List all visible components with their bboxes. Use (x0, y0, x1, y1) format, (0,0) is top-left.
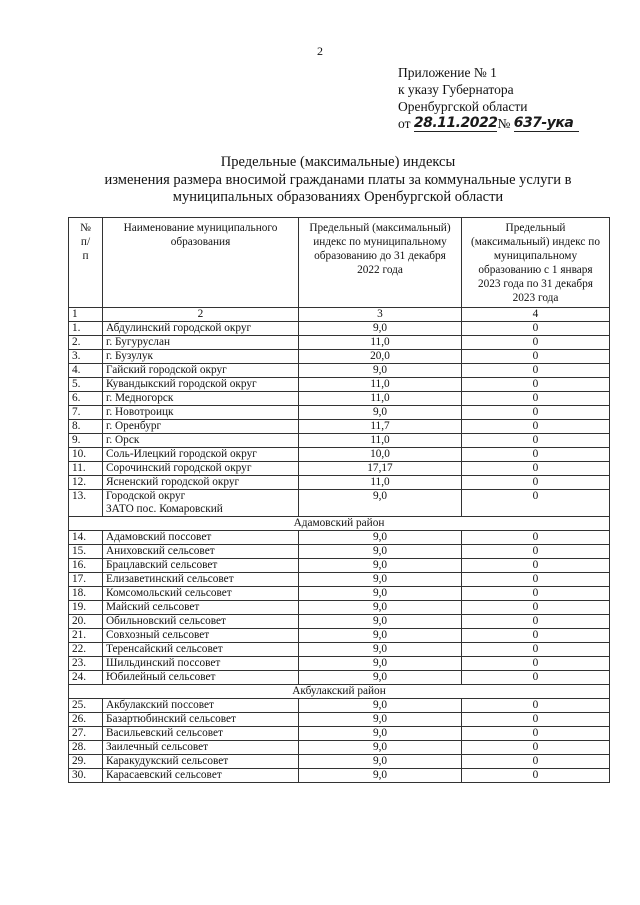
column-number: 2 (103, 308, 299, 322)
index-2022-cell: 9,0 (299, 601, 462, 615)
municipality-name-cell: Сорочинский городской округ (103, 462, 299, 476)
row-number-cell: 18. (69, 587, 103, 601)
table-row (69, 545, 610, 559)
table-row (69, 322, 610, 336)
municipality-name-cell: г. Новотроицк (103, 406, 299, 420)
index-2022-cell: 11,0 (299, 378, 462, 392)
row-number-cell: 17. (69, 573, 103, 587)
row-number-cell: 19. (69, 601, 103, 615)
index-2022-cell: 9,0 (299, 587, 462, 601)
municipality-name-cell: Теренсайский сельсовет (103, 643, 299, 657)
name-line: ЗАТО пос. Комаровский (106, 503, 223, 515)
municipality-name-cell: Карасаевский сельсовет (103, 769, 299, 783)
appendix-line-1: Приложение № 1 (398, 65, 497, 80)
index-2023-cell: 0 (462, 629, 610, 643)
index-2022-cell: 9,0 (299, 545, 462, 559)
row-number-cell: 12. (69, 476, 103, 490)
index-2023-cell: 0 (462, 643, 610, 657)
municipality-name-cell (103, 490, 299, 517)
row-number-cell: 1. (69, 322, 103, 336)
table-header-row (69, 218, 610, 308)
index-2023-cell: 0 (462, 531, 610, 545)
row-number-cell: 6. (69, 392, 103, 406)
municipality-name-cell: г. Орск (103, 434, 299, 448)
municipality-name-cell: Кувандыкский городской округ (103, 378, 299, 392)
table-row (69, 420, 610, 434)
row-number-cell: 4. (69, 364, 103, 378)
page-number: 2 (317, 44, 323, 58)
index-2022-cell: 9,0 (299, 573, 462, 587)
index-2023-cell: 0 (462, 573, 610, 587)
row-number-cell: 9. (69, 434, 103, 448)
header-name: Наименование муниципального образования (103, 218, 299, 308)
municipality-name-cell: Майский сельсовет (103, 601, 299, 615)
index-2022-cell: 9,0 (299, 755, 462, 769)
row-number-cell: 16. (69, 559, 103, 573)
title-line-2: изменения размера вносимой гражданами платы за коммунальные услуги в (104, 171, 572, 188)
index-2023-cell: 0 (462, 769, 610, 783)
header-index-2023: Предельный (максимальный) индекс по муниципальному образованию с 1 января 2023 года по 31 декабря 2023 года (462, 218, 610, 308)
table-row (69, 671, 610, 685)
table-row (69, 643, 610, 657)
table-row (69, 434, 610, 448)
index-2022-cell: 9,0 (299, 769, 462, 783)
table-row (69, 573, 610, 587)
municipality-name-cell: Соль-Илецкий городской округ (103, 448, 299, 462)
index-2022-cell: 11,0 (299, 392, 462, 406)
row-number-cell: 2. (69, 336, 103, 350)
header-number: № п/п (69, 218, 103, 308)
index-2023-cell: 0 (462, 462, 610, 476)
row-number-cell: 15. (69, 545, 103, 559)
date-prefix: от (398, 116, 414, 131)
index-2022-cell: 9,0 (299, 406, 462, 420)
index-2022-cell: 10,0 (299, 448, 462, 462)
index-2022-cell: 9,0 (299, 671, 462, 685)
index-2023-cell: 0 (462, 350, 610, 364)
index-2023-cell: 0 (462, 476, 610, 490)
index-2023-cell: 0 (462, 741, 610, 755)
appendix-block (398, 64, 579, 132)
index-2023-cell: 0 (462, 671, 610, 685)
index-2023-cell: 0 (462, 378, 610, 392)
index-2023-cell: 0 (462, 545, 610, 559)
index-2022-cell: 9,0 (299, 364, 462, 378)
index-2022-cell: 17,17 (299, 462, 462, 476)
index-2023-cell: 0 (462, 448, 610, 462)
column-number: 4 (462, 308, 610, 322)
municipality-name-cell: Комсомольский сельсовет (103, 587, 299, 601)
row-number-cell: 11. (69, 462, 103, 476)
table-row (69, 378, 610, 392)
table-row (69, 615, 610, 629)
row-number-cell: 29. (69, 755, 103, 769)
name-line: Городской округ (106, 490, 186, 502)
table-row (69, 699, 610, 713)
municipality-name-cell: Ясненский городской округ (103, 476, 299, 490)
district-section-row (69, 517, 610, 531)
table-row (69, 462, 610, 476)
table-row (69, 350, 610, 364)
district-section-row (69, 685, 610, 699)
index-2023-cell: 0 (462, 713, 610, 727)
municipality-name-cell: г. Медногорск (103, 392, 299, 406)
row-number-cell: 10. (69, 448, 103, 462)
municipality-name-cell: Гайский городской округ (103, 364, 299, 378)
municipality-name-cell: Шильдинский поссовет (103, 657, 299, 671)
index-2022-cell: 11,0 (299, 336, 462, 350)
municipality-name-cell: Совхозный сельсовет (103, 629, 299, 643)
index-2023-cell: 0 (462, 755, 610, 769)
row-number-cell: 21. (69, 629, 103, 643)
index-2023-cell: 0 (462, 657, 610, 671)
decree-date-line (398, 115, 579, 132)
row-number-cell: 13. (69, 490, 103, 517)
header-index-2022: Предельный (максимальный) индекс по муниципальному образованию до 31 декабря 2022 года (299, 218, 462, 308)
index-2023-cell: 0 (462, 392, 610, 406)
index-2023-cell: 0 (462, 406, 610, 420)
index-2023-cell: 0 (462, 601, 610, 615)
index-2023-cell: 0 (462, 699, 610, 713)
row-number-cell: 22. (69, 643, 103, 657)
municipality-name-cell: Адамовский поссовет (103, 531, 299, 545)
index-2023-cell: 0 (462, 336, 610, 350)
index-2022-cell: 9,0 (299, 490, 462, 517)
row-number-cell: 30. (69, 769, 103, 783)
row-number-cell: 24. (69, 671, 103, 685)
index-2023-cell: 0 (462, 420, 610, 434)
index-2023-cell: 0 (462, 434, 610, 448)
number-sign: № (497, 116, 514, 131)
table-row (69, 531, 610, 545)
index-2022-cell: 11,0 (299, 476, 462, 490)
row-number-cell: 28. (69, 741, 103, 755)
municipality-name-cell: Заилечный сельсовет (103, 741, 299, 755)
index-2022-cell: 9,0 (299, 615, 462, 629)
table-row (69, 406, 610, 420)
row-number-cell: 8. (69, 420, 103, 434)
index-2023-cell: 0 (462, 587, 610, 601)
column-number: 1 (69, 308, 103, 322)
index-2023-cell: 0 (462, 727, 610, 741)
table-row (69, 364, 610, 378)
municipality-name-cell: г. Оренбург (103, 420, 299, 434)
index-2022-cell: 20,0 (299, 350, 462, 364)
appendix-line-2: к указу Губернатора (398, 82, 514, 97)
index-2023-cell: 0 (462, 559, 610, 573)
index-2022-cell: 9,0 (299, 657, 462, 671)
municipality-name-cell: Аниховский сельсовет (103, 545, 299, 559)
title-line-3: муниципальных образованиях Оренбургской области (172, 189, 504, 205)
row-number-cell: 23. (69, 657, 103, 671)
index-2022-cell: 9,0 (299, 699, 462, 713)
index-2023-cell: 0 (462, 490, 610, 517)
district-heading: Адамовский район (69, 517, 610, 531)
table-row (69, 490, 610, 517)
index-2022-cell: 9,0 (299, 322, 462, 336)
table-row (69, 741, 610, 755)
municipality-name-cell: г. Бузулук (103, 350, 299, 364)
municipality-name-cell: Елизаветинский сельсовет (103, 573, 299, 587)
table-row (69, 392, 610, 406)
index-2022-cell: 9,0 (299, 713, 462, 727)
row-number-cell: 3. (69, 350, 103, 364)
index-2022-cell: 9,0 (299, 559, 462, 573)
index-2022-cell: 11,0 (299, 434, 462, 448)
handwritten-date: 28.11.2022 (413, 115, 498, 131)
table-row (69, 629, 610, 643)
table-row (69, 755, 610, 769)
district-heading: Акбулакский район (69, 685, 610, 699)
municipality-name-cell: Обильновский сельсовет (103, 615, 299, 629)
table-row (69, 601, 610, 615)
row-number-cell: 26. (69, 713, 103, 727)
row-number-cell: 25. (69, 699, 103, 713)
index-2022-cell: 11,7 (299, 420, 462, 434)
table-row (69, 713, 610, 727)
municipality-name-cell: Юбилейный сельсовет (103, 671, 299, 685)
municipality-name-cell: Абдулинский городской округ (103, 322, 299, 336)
row-number-cell: 14. (69, 531, 103, 545)
index-2023-cell: 0 (462, 322, 610, 336)
index-2022-cell: 9,0 (299, 531, 462, 545)
handwritten-number: 637-ука (514, 116, 580, 132)
index-2022-cell: 9,0 (299, 727, 462, 741)
table-row (69, 476, 610, 490)
table-row (69, 657, 610, 671)
row-number-cell: 7. (69, 406, 103, 420)
table-row (69, 587, 610, 601)
row-number-cell: 27. (69, 727, 103, 741)
index-table (68, 217, 610, 783)
index-2023-cell: 0 (462, 364, 610, 378)
column-number: 3 (299, 308, 462, 322)
index-2023-cell: 0 (462, 615, 610, 629)
document-title (64, 154, 612, 207)
table-row (69, 769, 610, 783)
index-2022-cell: 9,0 (299, 629, 462, 643)
row-number-cell: 20. (69, 615, 103, 629)
table-row (69, 448, 610, 462)
municipality-name-cell: Брацлавский сельсовет (103, 559, 299, 573)
municipality-name-cell: Акбулакский поссовет (103, 699, 299, 713)
title-line-1: Предельные (максимальные) индексы (220, 154, 456, 170)
table-row (69, 559, 610, 573)
column-number-row (69, 308, 610, 322)
appendix-line-3: Оренбургской области (398, 99, 528, 114)
municipality-name-cell: г. Бугуруслан (103, 336, 299, 350)
municipality-name-cell: Васильевский сельсовет (103, 727, 299, 741)
index-2022-cell: 9,0 (299, 741, 462, 755)
municipality-name-cell: Базартюбинский сельсовет (103, 713, 299, 727)
index-2022-cell: 9,0 (299, 643, 462, 657)
municipality-name-cell: Каракудукский сельсовет (103, 755, 299, 769)
table-row (69, 727, 610, 741)
row-number-cell: 5. (69, 378, 103, 392)
table-row (69, 336, 610, 350)
